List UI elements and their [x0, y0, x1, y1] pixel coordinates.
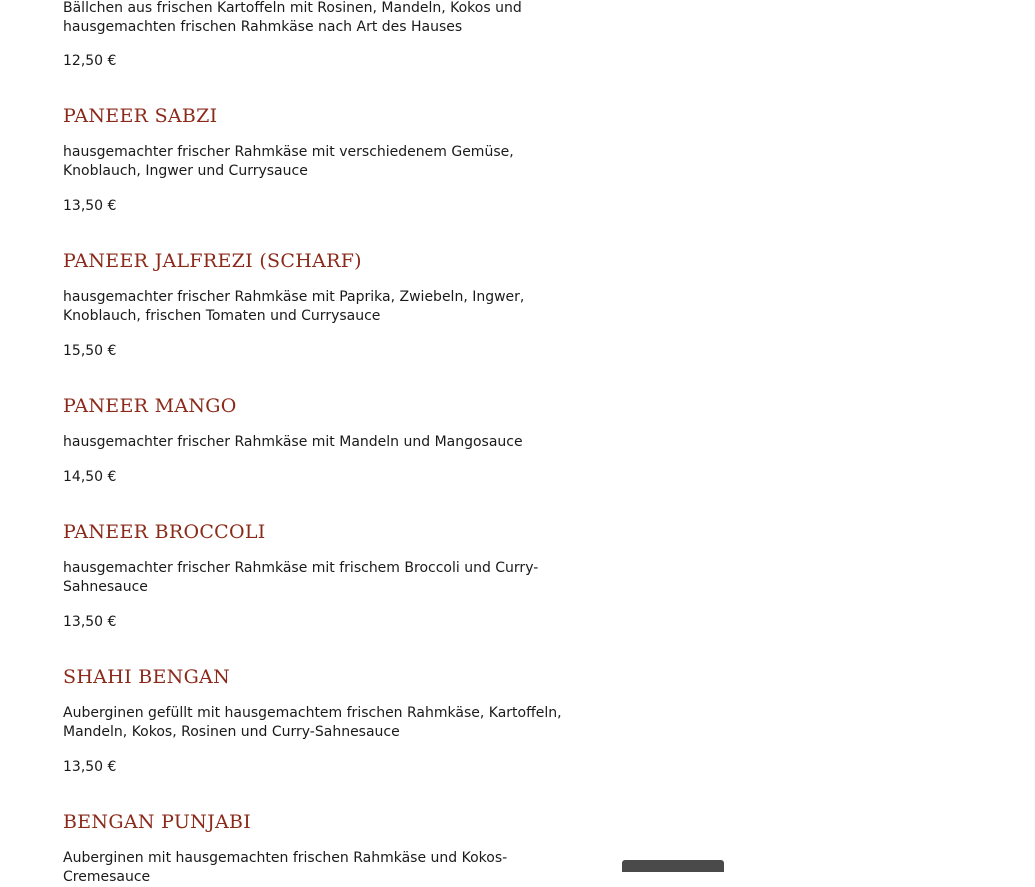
dish-name-paneer-broccoli: PANEER BROCCOLI — [63, 521, 266, 543]
dish-description: Bällchen aus frischen Kartoffeln mit Rosinen, Mandeln, Kokos und hausgemachten frischen Rahmkäse nach Art des Hauses — [63, 0, 522, 35]
dish-description: hausgemachter frischer Rahmkäse mit verschiedenem Gemüse, Knoblauch, Ingwer und Currysauce — [63, 144, 514, 179]
dish-name-paneer-sabzi: PANEER SABZI — [63, 105, 218, 127]
dish-description: hausgemachter frischer Rahmkäse mit frischem Broccoli und Curry-Sahnesauce — [63, 560, 539, 595]
dish-name-paneer-jalfrezi: PANEER JALFREZI (SCHARF) — [63, 250, 362, 272]
dish-description: Auberginen gefüllt mit hausgemachtem frischen Rahmkäse, Kartoffeln, Mandeln, Kokos, Rosinen und Curry-Sahnesauce — [63, 705, 562, 740]
dish-name-bengan-punjabi: BENGAN PUNJABI — [63, 811, 252, 833]
dish-price: 15,50 € — [63, 343, 117, 359]
dish-price: 13,50 € — [63, 614, 117, 630]
dish-name-shahi-bengan: SHAHI BENGAN — [63, 666, 231, 688]
dish-description: Auberginen mit hausgemachten frischen Rahmkäse und Kokos-Cremesauce — [63, 850, 508, 885]
dish-price: 13,50 € — [63, 759, 117, 775]
dish-description: hausgemachter frischer Rahmkäse mit Paprika, Zwiebeln, Ingwer, Knoblauch, frischen Tomaten und Currysauce — [63, 289, 525, 324]
dish-price: 14,50 € — [63, 469, 117, 485]
scrollbar-thumb[interactable] — [622, 860, 724, 872]
dish-name-paneer-mango: PANEER MANGO — [63, 395, 237, 417]
dish-price: 12,50 € — [63, 53, 117, 69]
dish-description: hausgemachter frischer Rahmkäse mit Mandeln und Mangosauce — [63, 434, 523, 450]
dish-price: 13,50 € — [63, 198, 117, 214]
